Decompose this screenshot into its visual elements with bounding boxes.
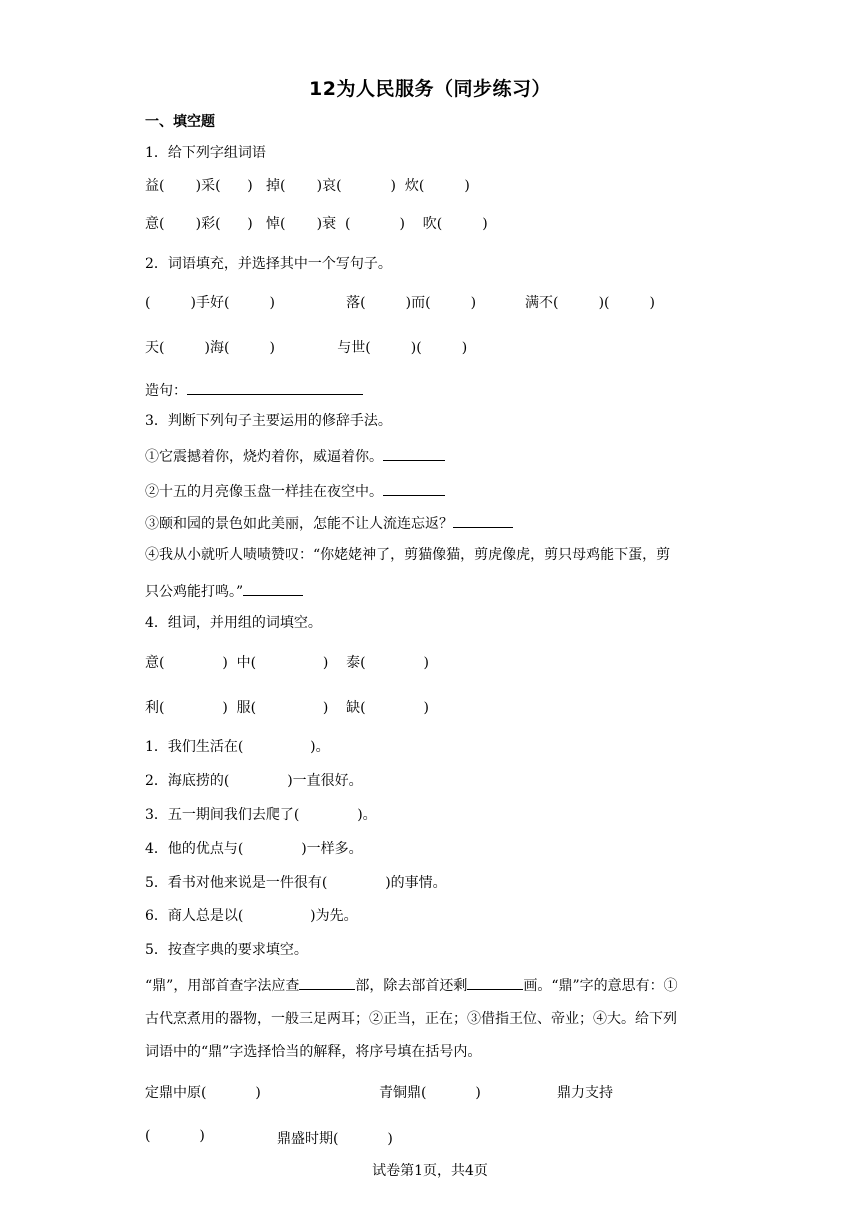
q3-s2-text: ②十五的月亮像玉盘一样挂在夜空中。: [145, 484, 383, 500]
q5-text: “鼎”，用部首查字法应查: [145, 978, 300, 994]
q3-s1-text: ①它震撼着你，烧灼着你，威逼着你。: [145, 449, 383, 465]
section-heading: 一、填空题: [145, 114, 215, 130]
page-title: 12为人民服务（同步练习）: [309, 78, 551, 100]
q3-s3-text: ③颐和园的景色如此美丽，怎能不让人流连忘返？: [145, 516, 453, 532]
q5-word: 定鼎中原( ): [145, 1085, 261, 1101]
answer-blank[interactable]: [467, 975, 523, 990]
q4-item: 3．五一期间我们去爬了( )。: [145, 807, 377, 823]
sentence-blank[interactable]: [187, 380, 363, 395]
answer-blank[interactable]: [243, 581, 303, 596]
q3-s1: [145, 446, 445, 466]
q5-word: 鼎盛时期( ): [277, 1131, 393, 1147]
q4-row2: 利( ) 服( ) 缺( ): [145, 700, 429, 716]
sentence-label: 造句：: [145, 383, 187, 399]
q3-s2: [145, 481, 445, 501]
q5-word: 青铜鼎( ): [379, 1085, 481, 1101]
q2-sentence: [145, 380, 363, 400]
q5-text: 画。“鼎”字的意思有：①: [523, 978, 678, 994]
q4-item: 6．商人总是以( )为先。: [145, 908, 358, 924]
q1-row2: 意( )彩( ) 悼( )衰 ( ) 吹( ): [145, 216, 488, 232]
q5-prompt: 5．按查字典的要求填空。: [145, 942, 308, 958]
q5-para2: 古代烹煮用的器物，一般三足两耳；②正当，正在；③借指王位、帝业；④大。给下列: [145, 1011, 677, 1027]
q2-row2: 天( )海( ) 与世( )( ): [145, 340, 468, 356]
q5-text: 部，除去部首还剩: [355, 978, 468, 994]
q3-s4b: [145, 581, 303, 601]
q1-prompt: 1．给下列字组词语: [145, 145, 266, 161]
q3-s4b-text: 只公鸡能打鸣。”: [145, 584, 244, 600]
q3-s3: [145, 513, 513, 533]
q3-s4a: ④我从小就听人啧啧赞叹：“你姥姥神了，剪猫像猫，剪虎像虎，剪只母鸡能下蛋，剪: [145, 547, 671, 563]
q4-item: 5．看书对他来说是一件很有( )的事情。: [145, 875, 447, 891]
q2-prompt: 2．词语填充，并选择其中一个写句子。: [145, 256, 392, 272]
answer-blank[interactable]: [383, 481, 445, 496]
q4-item: 4．他的优点与( )一样多。: [145, 841, 363, 857]
q5-para1: [145, 975, 678, 995]
q4-item: 2．海底捞的( )一直很好。: [145, 773, 363, 789]
q5-word: ( ): [145, 1128, 205, 1144]
answer-blank[interactable]: [299, 975, 355, 990]
answer-blank[interactable]: [453, 513, 513, 528]
q2-row1: ( )手好( ) 落( )而( ) 满不( )( ): [145, 295, 656, 311]
q3-prompt: 3．判断下列句子主要运用的修辞手法。: [145, 413, 392, 429]
answer-blank[interactable]: [383, 446, 445, 461]
q4-row1: 意( ) 中( ) 泰( ): [145, 655, 429, 671]
q4-prompt: 4．组词，并用组的词填空。: [145, 615, 322, 631]
q5-word: 鼎力支持: [557, 1085, 613, 1101]
page-footer: 试卷第1页，共4页: [372, 1163, 488, 1179]
q4-item: 1．我们生活在( )。: [145, 739, 330, 755]
q1-row1: 益( )采( ) 掉( )哀( ) 炊( ): [145, 178, 470, 194]
q5-para3: 词语中的“鼎”字选择恰当的解释，将序号填在括号内。: [145, 1044, 482, 1060]
